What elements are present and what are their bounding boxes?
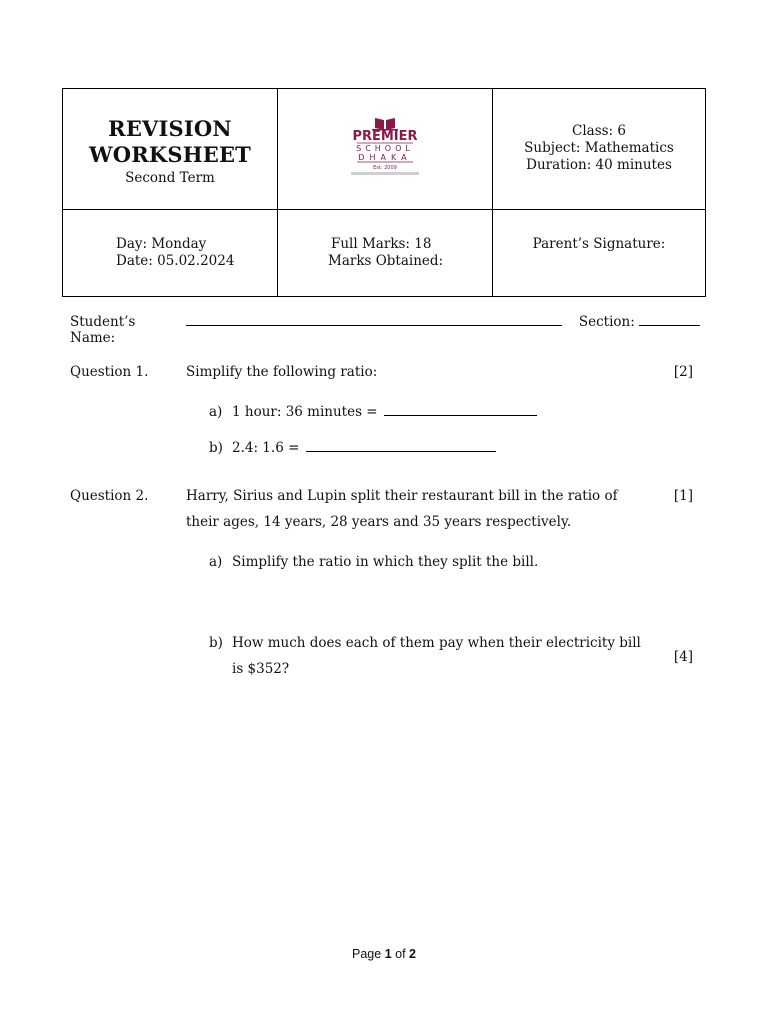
item-text: 2.4: 1.6 = <box>232 440 300 456</box>
logo-premier: PREMIER <box>352 129 418 144</box>
question-2-label: Question 2. <box>70 488 149 504</box>
logo-est: Est. 2009 <box>373 165 397 171</box>
duration-label: Duration: 40 minutes <box>526 157 672 173</box>
subject-label: Subject: Mathematics <box>524 140 674 156</box>
term-label: Second Term <box>125 170 215 186</box>
question-1-text: Simplify the following ratio: <box>186 364 378 380</box>
question-1-item-b <box>209 435 496 461</box>
class-info-cell <box>493 89 705 210</box>
student-name-field[interactable] <box>186 312 561 326</box>
question-2b-marks: [4] <box>673 649 693 665</box>
school-logo <box>343 115 427 177</box>
item-text: Simplify the ratio in which they split the bill. <box>232 554 539 570</box>
title-cell <box>63 89 278 210</box>
full-marks-label: Full Marks: 18 <box>331 236 432 252</box>
parent-signature-label: Parent’s Signature: <box>532 236 666 252</box>
question-1-item-a <box>209 399 537 425</box>
item-letter: b) <box>209 635 223 651</box>
title-line-2: WORKSHEET <box>88 142 252 167</box>
page-total: 2 <box>409 947 416 961</box>
page-footer <box>0 947 768 961</box>
item-letter: b) <box>209 440 223 456</box>
question-2-marks: [1] <box>673 488 693 504</box>
page-current: 1 <box>384 947 392 961</box>
logo-school: SCHOOL <box>356 144 414 153</box>
section-field[interactable] <box>639 312 700 326</box>
item-text: How much does each of them pay when their electricity bill is $352? <box>232 635 641 677</box>
date-label: Date: 05.02.2024 <box>116 253 235 269</box>
class-label: Class: 6 <box>572 123 626 139</box>
title-line-1: REVISION <box>108 116 232 141</box>
logo-dhaka: DHAKA <box>358 153 412 162</box>
section-label: Section: <box>578 314 635 330</box>
item-letter: a) <box>209 404 223 420</box>
marks-obtained-label: Marks Obtained: <box>328 253 444 269</box>
question-1-label: Question 1. <box>70 364 149 380</box>
header-table <box>62 88 706 297</box>
answer-1b-field[interactable] <box>306 438 496 452</box>
page-of: of <box>395 947 406 961</box>
item-letter: a) <box>209 554 223 570</box>
student-name-label: Student’s Name: <box>70 314 136 346</box>
answer-1a-field[interactable] <box>384 402 537 416</box>
item-text: 1 hour: 36 minutes = <box>232 404 378 420</box>
question-2-item-a <box>209 549 649 575</box>
question-2-item-b <box>209 630 649 682</box>
question-1-marks: [2] <box>673 364 693 380</box>
signature-cell <box>493 210 705 296</box>
student-name-row <box>70 312 700 346</box>
logo-cell <box>278 89 493 210</box>
day-date-cell <box>63 210 278 296</box>
marks-cell <box>278 210 493 296</box>
question-2-text: Harry, Sirius and Lupin split their restaurant bill in the ratio of their ages, 14 years, 28 years and 35 years respectively. <box>186 488 618 530</box>
page-prefix: Page <box>352 947 382 961</box>
day-label: Day: Monday <box>116 236 207 252</box>
